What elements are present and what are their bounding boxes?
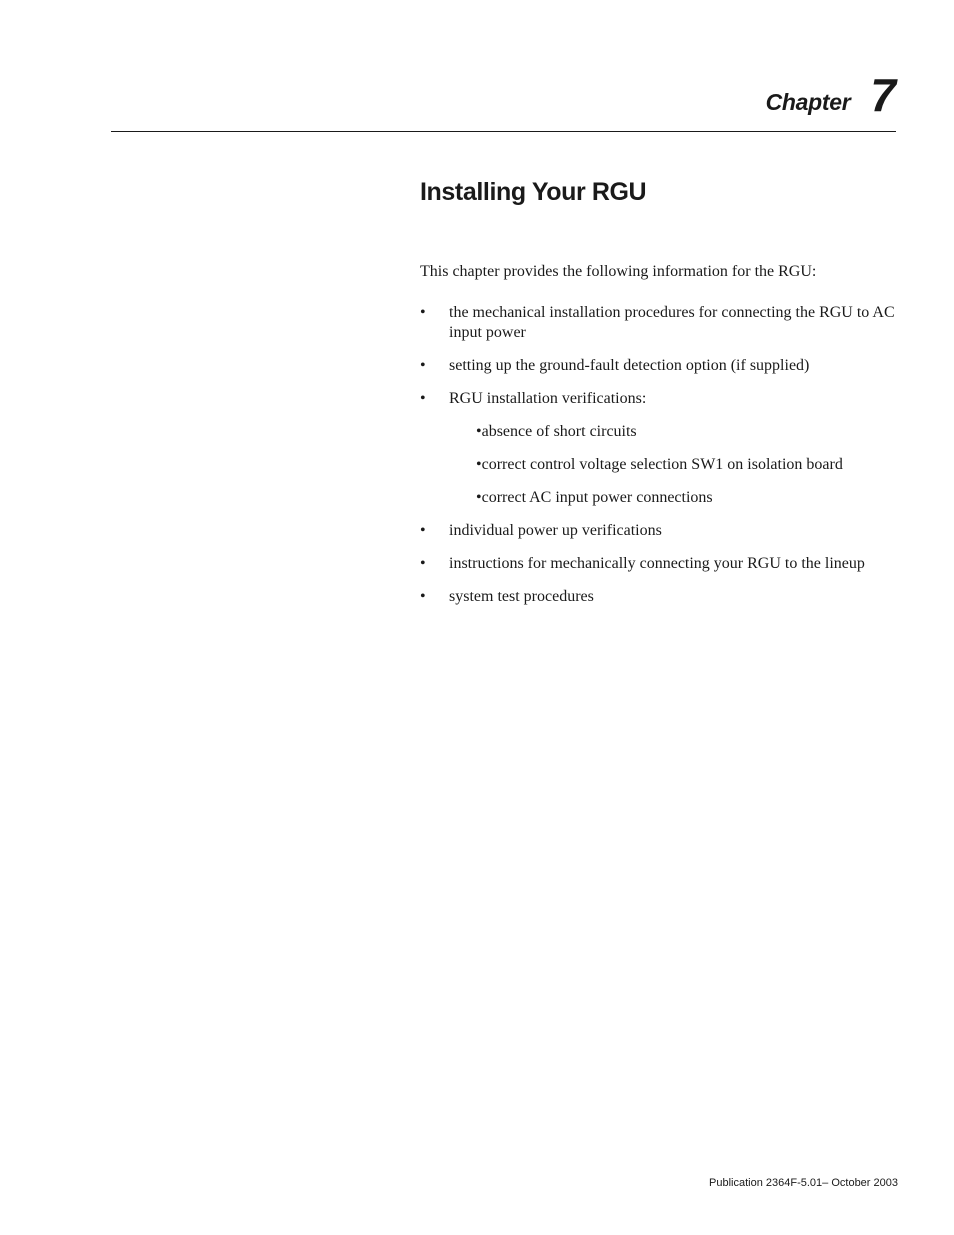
sub-list-item: •correct control voltage selection SW1 on isolation board bbox=[476, 456, 843, 473]
header-rule bbox=[111, 131, 896, 132]
list-item-text: instructions for mechanically connecting your RGU to the lineup bbox=[449, 555, 865, 572]
sub-list-item: •correct AC input power connections bbox=[476, 489, 713, 506]
list-item bbox=[420, 356, 900, 376]
publication-footer: Publication 2364F-5.01– October 2003 bbox=[709, 1177, 898, 1189]
list-item bbox=[420, 554, 900, 574]
bullet-glyph: • bbox=[420, 522, 426, 539]
bullet-glyph: • bbox=[420, 304, 426, 321]
list-item-text: the mechanical installation procedures for connecting the RGU to AC input power bbox=[449, 304, 895, 341]
list-item bbox=[420, 303, 900, 343]
bullet-glyph: • bbox=[420, 357, 426, 374]
chapter-content bbox=[420, 262, 900, 620]
list-item bbox=[420, 521, 900, 541]
chapter-header bbox=[765, 69, 896, 121]
list-item-text: RGU installation verifications: bbox=[449, 390, 647, 407]
list-item-text: individual power up verifications bbox=[449, 522, 662, 539]
list-item-text: system test procedures bbox=[449, 588, 594, 605]
verification-sublist bbox=[449, 422, 900, 508]
list-item bbox=[420, 587, 900, 607]
chapter-label: Chapter bbox=[765, 89, 851, 115]
page-title: Installing Your RGU bbox=[420, 178, 647, 206]
chapter-number: 7 bbox=[870, 69, 896, 121]
topic-list bbox=[420, 303, 900, 607]
list-item bbox=[420, 389, 900, 508]
bullet-glyph: • bbox=[420, 588, 426, 605]
list-item-text: setting up the ground-fault detection option (if supplied) bbox=[449, 357, 810, 374]
intro-paragraph: This chapter provides the following information for the RGU: bbox=[420, 263, 817, 280]
bullet-glyph: • bbox=[420, 390, 426, 407]
sub-list-item: •absence of short circuits bbox=[476, 423, 637, 440]
bullet-glyph: • bbox=[420, 555, 426, 572]
